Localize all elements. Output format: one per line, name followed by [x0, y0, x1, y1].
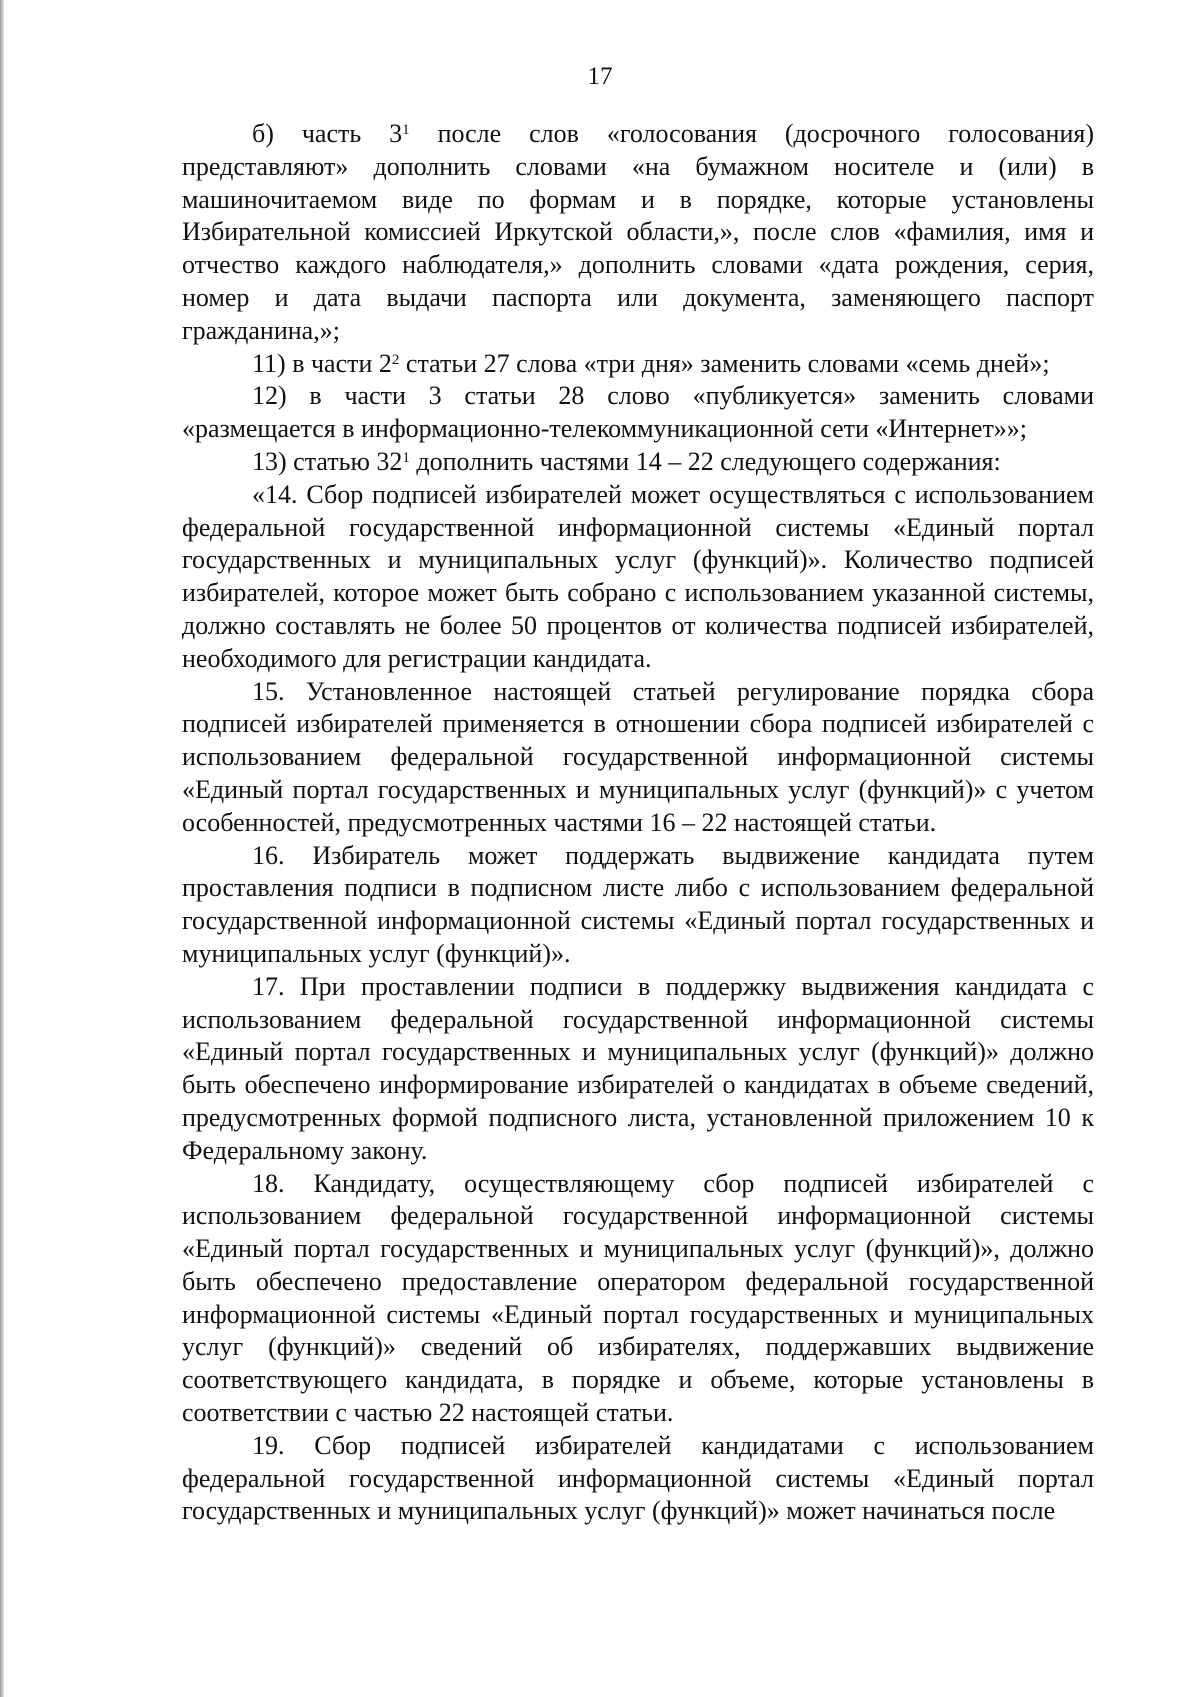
paragraph-text-continued: после слов «голосования (досрочного голосования) представляют» дополнить словами «на бумажном носителе и (или) в машиночитаемом виде по формам и в порядке, которые установлены Избирательной комиссией Иркутской области,», после слов «фамилия, имя и отчество каждого наблюдателя,» дополнить словами «дата рождения, серия, номер и дата выдачи паспорта или документа, заменяющего паспорт гражданина,»;: [182, 119, 1094, 345]
paragraph-text-continued: дополнить частями 14 – 22 следующего содержания:: [409, 446, 1001, 476]
paragraph-text: 15. Установленное настоящей статьей регулирование порядка сбора подписей избирателей применяется в отношении сбора подписей избирателей с использованием федеральной государственной информационной системы «Единый портал государственных и муниципальных услуг (функций)» с учетом особенностей, предусмотренных частями 16 – 22 настоящей статьи.: [182, 676, 1094, 837]
paragraph-16: [182, 840, 1094, 971]
paragraph-text: «14. Сбор подписей избирателей может осуществляться с использованием федеральной государственной информационной системы «Единый портал государственных и муниципальных услуг (функций)». Количество подписей избирателей, которое может быть собрано с использованием указанной системы, должно составлять не более 50 процентов от количества подписей избирателей, необходимого для регистрации кандидата.: [182, 479, 1094, 673]
paragraph-15: [182, 676, 1094, 840]
superscript: 1: [402, 449, 410, 466]
paragraph-text: 13) статью 32: [252, 446, 403, 476]
paragraph-12: [182, 380, 1094, 446]
paragraph-17: [182, 971, 1094, 1168]
paragraph-text: б) часть 3: [252, 119, 403, 148]
paragraph-text: 11) в части 2: [252, 348, 392, 378]
paragraph-text: 12) в части 3 статьи 28 слово «публикуется» заменить словами «размещается в информационно-телекоммуникационной сети «Интернет»»;: [182, 381, 1094, 444]
document-body: [182, 118, 1094, 1528]
paragraph-text: 18. Кандидату, осуществляющему сбор подписей избирателей с использованием федеральной государственной информационной системы «Единый портал государственных и муниципальных услуг (функций)», должно быть обеспечено предоставление оператором федеральной государственной информационной системы «Единый портал государственных и муниципальных услуг (функций)» сведений об избирателях, поддержавших выдвижение соответствующего кандидата, в порядке и объеме, которые установлены в соответствии с частью 22 настоящей статьи.: [182, 1168, 1094, 1428]
page-number: 17: [587, 63, 613, 90]
paragraph-19: [182, 1430, 1094, 1528]
superscript: 2: [391, 351, 400, 368]
paragraph-18: [182, 1168, 1094, 1430]
paragraph-text: 19. Сбор подписей избирателей кандидатами с использованием федеральной государственной информационной системы «Единый портал государственных и муниципальных услуг (функций)» может начинаться после: [182, 1430, 1094, 1526]
paragraph-text: 17. При проставлении подписи в поддержку выдвижения кандидата с использованием федеральной государственной информационной системы «Единый портал государственных и муниципальных услуг (функций)» должно быть обеспечено информирование избирателей о кандидатах в объеме сведений, предусмотренных формой подписного листа, установленной приложением 10 к Федеральному закону.: [182, 971, 1094, 1165]
paragraph-11: [182, 348, 1094, 381]
superscript: 1: [402, 121, 410, 138]
paragraph-b-part-3-1: [182, 118, 1094, 348]
paragraph-text: 16. Избиратель может поддержать выдвижение кандидата путем проставления подписи в подписном листе либо с использованием федеральной государственной информационной системы «Единый портал государственных и муниципальных услуг (функций)».: [182, 840, 1094, 968]
paragraph-13: [182, 446, 1094, 479]
paragraph-14: [182, 479, 1094, 676]
paragraph-text-continued: статьи 27 слова «три дня» заменить словами «семь дней»;: [399, 348, 1050, 378]
